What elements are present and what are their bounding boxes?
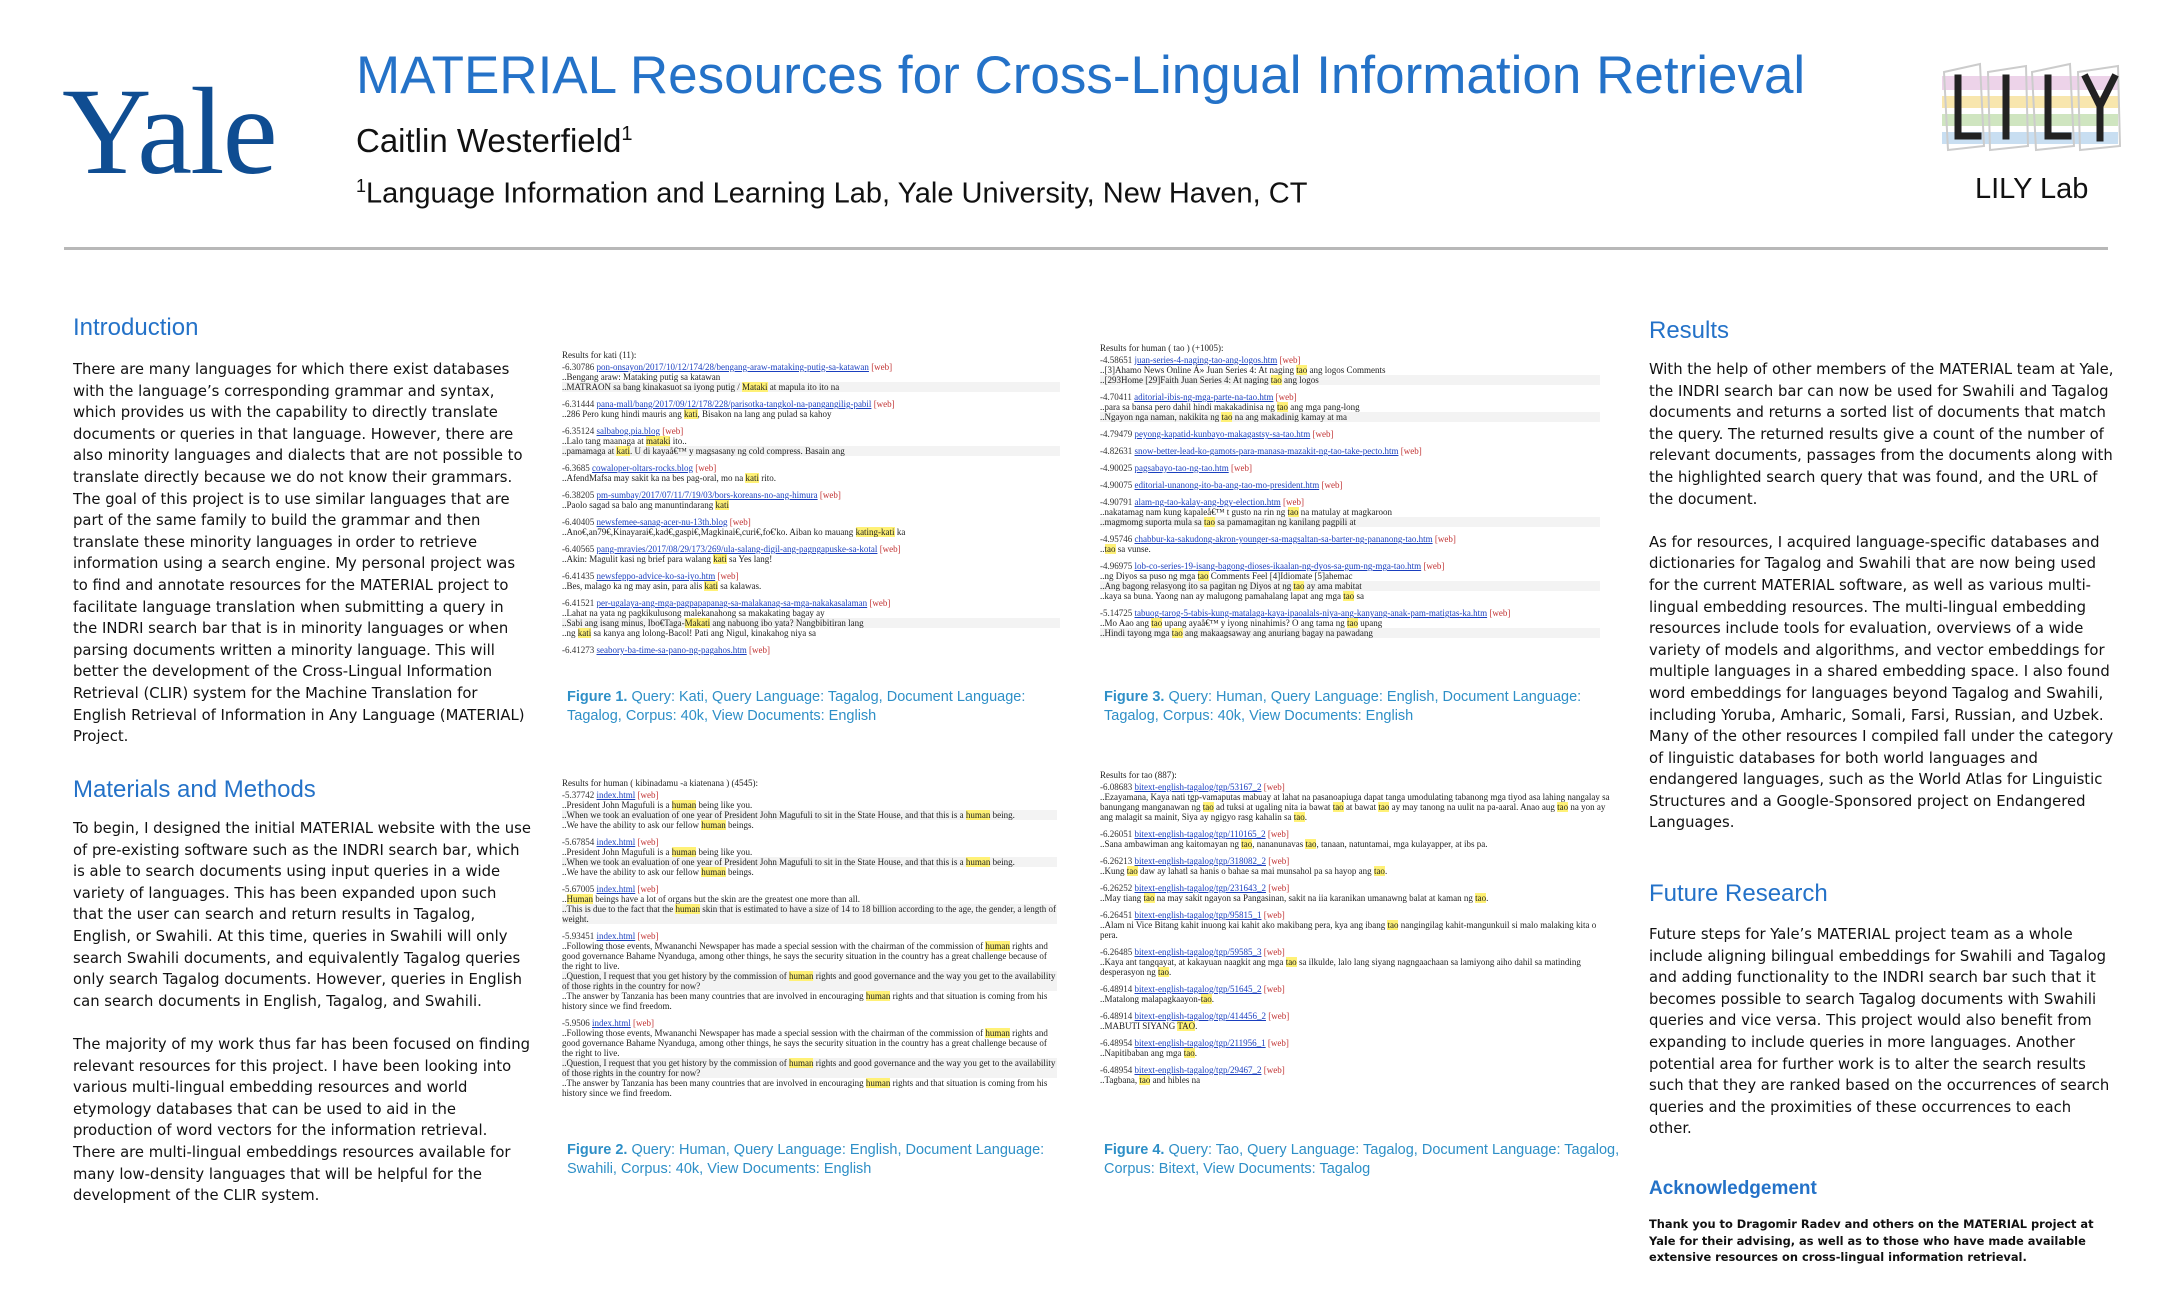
result-entry bbox=[1100, 534, 1600, 554]
web-link[interactable]: [web] bbox=[633, 1018, 654, 1028]
web-link[interactable]: [web] bbox=[879, 544, 901, 554]
result-entry bbox=[562, 790, 1057, 830]
result-link[interactable]: index.html bbox=[596, 931, 636, 941]
result-entry bbox=[1100, 1065, 1610, 1085]
result-link[interactable]: bitext-english-tagalog/tgp/110165_2 bbox=[1134, 829, 1266, 839]
result-entry bbox=[1100, 910, 1610, 940]
result-link[interactable]: editorial-unanong-ito-ba-ang-tao-mo-president.htm bbox=[1134, 480, 1320, 490]
result-snippet: ..The answer by Tanzania has been many countries that are involved in encouraging human rights and that situation is coming from his history since we find freedom. bbox=[562, 1078, 1048, 1098]
web-link[interactable]: [web] bbox=[662, 426, 684, 436]
result-entry bbox=[1100, 463, 1600, 473]
result-entry bbox=[1100, 782, 1610, 822]
result-link[interactable]: pm-sumbay/2017/07/11/7/19/03/bors-koreans-no-ang-himura bbox=[596, 490, 818, 500]
result-snippet: ..When we took an evaluation of one year of President John Magufuli to sit in the State House, and that this is a human being. bbox=[562, 810, 1057, 820]
results-header: Results for human ( kibinadamu -a kiatenana ) (4545): bbox=[562, 778, 758, 788]
web-link[interactable]: [web] bbox=[1400, 446, 1422, 456]
result-score: -6.38205 bbox=[562, 490, 595, 500]
result-link[interactable]: index.html bbox=[596, 837, 636, 847]
result-score: -6.48914 bbox=[1100, 984, 1133, 994]
result-score: -4.58651 bbox=[1100, 355, 1133, 365]
web-link[interactable]: [web] bbox=[748, 645, 770, 655]
result-entry bbox=[1100, 561, 1600, 601]
web-link[interactable]: [web] bbox=[1268, 1011, 1290, 1021]
result-score: -6.26252 bbox=[1100, 883, 1133, 893]
result-snippet: ..Napitibaban ang mga tao. bbox=[1100, 1048, 1197, 1058]
result-entry bbox=[562, 399, 1060, 419]
result-entry bbox=[1100, 429, 1600, 439]
result-snippet: ..Ngayon nga naman, nakikita ng tao na ang makadinig kamay at ma bbox=[1100, 412, 1600, 422]
result-snippet: ..We have the ability to ask our fellow human beings. bbox=[562, 867, 754, 877]
result-link[interactable]: index.html bbox=[596, 884, 636, 894]
result-score: -6.41273 bbox=[562, 645, 595, 655]
result-entry bbox=[562, 598, 1060, 638]
results-header: Results for kati (11): bbox=[562, 350, 637, 360]
result-entry bbox=[1100, 392, 1600, 422]
result-score: -6.26485 bbox=[1100, 947, 1133, 957]
result-snippet: ..Sana ambawiman ang kaitomayan ng tao, nananunavas tao, tanaan, natuntamai, mga kulayapper, at ibs pa. bbox=[1100, 839, 1488, 849]
result-score: -6.30786 bbox=[562, 362, 595, 372]
web-link[interactable]: [web] bbox=[1230, 463, 1252, 473]
web-link[interactable]: [web] bbox=[717, 571, 739, 581]
web-link[interactable]: [web] bbox=[871, 362, 893, 372]
result-score: -6.26051 bbox=[1100, 829, 1133, 839]
result-link[interactable]: pana-mall/bang/2017/09/12/178/228/parisotka-tangkol-na-pangangilig-pabil bbox=[596, 399, 872, 409]
result-entry bbox=[1100, 947, 1610, 977]
result-entry bbox=[1100, 829, 1610, 849]
result-score: -6.41435 bbox=[562, 571, 595, 581]
author: Caitlin Westerfield$^1$ bbox=[356, 122, 633, 159]
result-snippet: ..magmomg suporta mula sa tao sa pamamagitan ng kanilang pagpili at bbox=[1100, 517, 1600, 527]
methods-paragraph: The majority of my work thus far has been focused on finding relevant resources for this project. I have been looking into various multi-lingual embedding resources and world etymology databases that can be used to aid in the production of word vectors for the information retrieval. There are multi-lingual embeddings resources available for many low-density languages that will be helpful for the development of the CLIR system. bbox=[73, 1035, 531, 1205]
header-divider bbox=[64, 247, 2108, 250]
methods-paragraph: To begin, I designed the initial MATERIAL website with the use of pre-existing software such as the INDRI search bar, which is able to search documents using input queries in a wide variety of languages. This has been expanded upon such that the user can search and return results in Tagalog, English, or Swahili. At this time, queries in Swahili will only search Swahili documents, and equivalently Tagalog queries only search Tagalog documents. However, queries in English can search documents in English, Tagalog, and Swahili. bbox=[73, 820, 531, 1010]
figure-1-search-results bbox=[562, 350, 1060, 680]
result-snippet: ..Following those events, Mwananchi Newspaper has made a special session with the chairman of the commission of human rights and good governance Bahame Nyanduga, among other things, he says the security situation in the country has a great challenge because of the right to live. bbox=[562, 941, 1048, 971]
result-entry bbox=[1100, 856, 1610, 876]
result-link[interactable]: pang-mravies/2017/08/29/173/269/ula-salang-digil-ang-pagngapuske-sa-kotal bbox=[596, 544, 878, 554]
result-entry bbox=[562, 426, 1060, 456]
future-research-paragraph: Future steps for Yale’s MATERIAL project team as a whole include aligning bilingual embeddings for Swahili and Tagalog and adding functionality to the INDRI search bar such that it becomes possible to search Tagalog documents with Swahili queries and vice versa. This project would also benefit from expanding to include queries in more languages. Another potential area for further work is to alter the search results such that they are ranked based on the occurrences of search queries and the proximities of these occurrences to each other. bbox=[1649, 926, 2110, 1138]
result-score: -6.41521 bbox=[562, 598, 595, 608]
result-score: -6.26213 bbox=[1100, 856, 1133, 866]
result-snippet: ..[3]Ahamo News Online Á» Juan Series 4: At naging tao ang logos Comments bbox=[1100, 365, 1386, 375]
result-entry bbox=[1100, 355, 1600, 385]
poster-title: MATERIAL Resources for Cross-Lingual Information Retrieval bbox=[356, 46, 1806, 105]
result-score: -4.90791 bbox=[1100, 497, 1133, 507]
result-link[interactable]: salbabog.pia.blog bbox=[596, 426, 660, 436]
result-score: -6.48954 bbox=[1100, 1038, 1133, 1048]
lily-lab-logo bbox=[1940, 62, 2124, 152]
result-link[interactable]: index.html bbox=[596, 790, 636, 800]
result-score: -6.40565 bbox=[562, 544, 595, 554]
result-snippet: ..Akin: Magulit kasi ng brief para walang kati sa Yes lang! bbox=[562, 554, 773, 564]
introduction-body bbox=[73, 359, 531, 769]
result-score: -5.67854 bbox=[562, 837, 595, 847]
results-header: Results for tao (887): bbox=[1100, 770, 1177, 780]
result-entry bbox=[562, 931, 1057, 1011]
result-score: -6.08683 bbox=[1100, 782, 1133, 792]
acknowledgement-body: Thank you to Dragomir Radev and others on the MATERIAL project at Yale for their advising, as well as to those who have made available extensive resources on cross-lingual information retrieval. bbox=[1649, 1217, 2094, 1265]
web-link[interactable]: [web] bbox=[695, 463, 717, 473]
web-link[interactable]: [web] bbox=[1282, 497, 1304, 507]
yale-logo: Yale bbox=[62, 63, 276, 200]
web-link[interactable]: [web] bbox=[1434, 534, 1456, 544]
result-link[interactable]: bitext-english-tagalog/tgp/95815_1 bbox=[1134, 910, 1262, 920]
figure-1-caption: Figure 1. Query: Kati, Query Language: Tagalog, Document Language: Tagalog, Corpus: 40k, View Documents: English bbox=[567, 689, 1026, 724]
result-link[interactable]: chabbur-ka-sakudong-akron-younger-sa-magsaltan-sa-barter-ng-pananong-tao.htm bbox=[1134, 534, 1433, 544]
result-score: -6.35124 bbox=[562, 426, 595, 436]
result-score: -5.37742 bbox=[562, 790, 595, 800]
web-link[interactable]: [web] bbox=[1423, 561, 1445, 571]
web-link[interactable]: [web] bbox=[1321, 480, 1343, 490]
result-link[interactable]: pon-onsayon/2017/10/12/174/28/bengang-araw-mataking-putig-sa-katawan bbox=[596, 362, 869, 372]
figure-4-caption: Figure 4. Query: Tao, Query Language: Tagalog, Document Language: Tagalog, Corpus: Bitext, View Documents: Tagalog bbox=[1104, 1142, 1620, 1177]
result-score: -6.31444 bbox=[562, 399, 595, 409]
result-score: -4.70411 bbox=[1100, 392, 1132, 402]
result-link[interactable]: bitext-english-tagalog/tgp/211956_1 bbox=[1134, 1038, 1266, 1048]
methods-heading: Materials and Methods bbox=[73, 776, 316, 803]
result-score: -5.14725 bbox=[1100, 608, 1133, 618]
lab-name: LILY Lab bbox=[1975, 173, 2089, 205]
result-link[interactable]: peyong-kapatid-kunbayo-makagastsy-sa-tao.htm bbox=[1134, 429, 1311, 439]
web-link[interactable]: [web] bbox=[869, 598, 891, 608]
figure-4-search-results bbox=[1100, 770, 1610, 1120]
result-snippet: ..Bes, malago ka ng may asin, para alis kati sa kalawas. bbox=[562, 581, 762, 591]
result-score: -4.82631 bbox=[1100, 446, 1133, 456]
result-link[interactable]: per-ugalaya-ang-mga-pagpapapanag-sa-malakanag-sa-mga-nakakasalaman bbox=[596, 598, 868, 608]
result-entry bbox=[1100, 480, 1600, 490]
result-link[interactable]: bitext-english-tagalog/tgp/59585_3 bbox=[1134, 947, 1262, 957]
web-link[interactable]: [web] bbox=[1263, 910, 1285, 920]
result-snippet: ..We have the ability to ask our fellow human beings. bbox=[562, 820, 754, 830]
result-snippet: ..Lahat na yata ng pagkikulusong malekanahong sa makakating bagay ay bbox=[562, 608, 825, 618]
result-snippet: ..para sa bansa pero dahil hindi makakadinisa ng tao ang mga pang-long bbox=[1100, 402, 1360, 412]
result-entry bbox=[562, 463, 1060, 483]
result-snippet: ..This is due to the fact that the human skin that is estimated to have a size of 14 to 18 billion according to the age, the gender, a length of weight. bbox=[562, 904, 1057, 924]
result-link[interactable]: bitext-english-tagalog/tgp/51645_2 bbox=[1134, 984, 1262, 994]
web-link[interactable]: [web] bbox=[1268, 856, 1290, 866]
result-snippet: ..ng Diyos sa puso ng mga tao Comments Feel [4]Idiomate [5]ahemac bbox=[1100, 571, 1353, 581]
result-snippet: ..tao sa vunse. bbox=[1100, 544, 1151, 554]
result-snippet: ..Ang bagong relasyong ito sa pagitan ng Diyos at ng tao ay ama mabitat bbox=[1100, 581, 1600, 591]
result-score: -5.67005 bbox=[562, 884, 595, 894]
results-body bbox=[1649, 359, 2115, 856]
future-research-body bbox=[1649, 924, 2115, 1162]
web-link[interactable]: [web] bbox=[1268, 883, 1290, 893]
result-snippet: ..President John Magufuli is a human being like you. bbox=[562, 800, 753, 810]
acknowledgement-heading: Acknowledgement bbox=[1649, 1178, 1817, 1199]
web-link[interactable]: [web] bbox=[637, 837, 659, 847]
results-heading: Results bbox=[1649, 317, 1730, 344]
result-snippet: ..Bengang araw: Mataking putig sa katawan bbox=[562, 372, 721, 382]
result-link[interactable]: bitext-english-tagalog/tgp/414456_2 bbox=[1134, 1011, 1266, 1021]
web-link[interactable]: [web] bbox=[873, 399, 895, 409]
result-snippet: ..May tiang tao na may sakit ngayon sa Pangasinan, sakit na iia karanikan umanawng balat at kaman ng tao. bbox=[1100, 893, 1489, 903]
result-entry bbox=[562, 490, 1060, 510]
result-link[interactable]: index.html bbox=[592, 1018, 631, 1028]
web-link[interactable]: [web] bbox=[819, 490, 841, 500]
result-snippet: ..The answer by Tanzania has been many countries that are involved in encouraging human rights and that situation is coming from his history since we find freedom. bbox=[562, 991, 1048, 1011]
result-entry bbox=[562, 884, 1057, 924]
web-link[interactable]: [web] bbox=[1263, 984, 1285, 994]
result-snippet: ..Kaya ant tangqayat, at kakayuan naagkit ang mga tao sa ilkulde, lalo lang siyang nagngaachaan sa lamiyong aiho dahil sa matinding desperasyon ng tao. bbox=[1100, 957, 1581, 977]
result-entry bbox=[562, 1018, 1057, 1098]
result-link[interactable]: newsfemee-sanag-acer-nu-13th.blog bbox=[596, 517, 728, 527]
result-link[interactable]: seabory-ba-time-sa-pano-ng-pagahos.htm bbox=[596, 645, 747, 655]
web-link[interactable]: [web] bbox=[1267, 1038, 1289, 1048]
result-entry bbox=[562, 571, 1060, 591]
result-score: -5.9506 bbox=[562, 1018, 590, 1028]
future-research-heading: Future Research bbox=[1649, 880, 1828, 907]
result-link[interactable]: pagsabayo-tao-ng-tao.htm bbox=[1134, 463, 1229, 473]
result-snippet: ..MABUTI SIYANG TAO. bbox=[1100, 1021, 1198, 1031]
introduction-paragraph: There are many languages for which there exist databases with the language’s corresponding grammar and syntax, which provides us with the capability to directly translate documents or queries in that language. However, there are also minority languages and dialects that are not possible to translate directly because we do not know their grammars. The goal of this project is to use similar languages that are part of the same family to build the grammar and then translate these minority languages in order to retrieve information using a search engine. My personal project was to find and annotate resources for the MATERIAL project to facilitate language translation when submitting a query in the INDRI search bar that is in minority languages or when parsing documents written a minority language. This will better the development of the Cross-Lingual Information Retrieval (CLIR) system for the Machine Translation for English Retrieval of Information in Any Language (MATERIAL) Project. bbox=[73, 361, 525, 746]
web-link[interactable]: [web] bbox=[1275, 392, 1297, 402]
result-snippet: ..Question, I request that you get history by the commission of human rights and good governance and the way you get to the availability of those rights in the country for now? bbox=[562, 971, 1056, 991]
result-snippet: ..Mo Aao ang tao upang ayaå€™ y iyong ninahimis? O ang tama ng tao upang bbox=[1100, 618, 1383, 628]
result-score: -4.90025 bbox=[1100, 463, 1133, 473]
web-link[interactable]: [web] bbox=[1489, 608, 1511, 618]
web-link[interactable]: [web] bbox=[1312, 429, 1334, 439]
result-score: -6.48954 bbox=[1100, 1065, 1133, 1075]
result-link[interactable]: cowaloper-oltars-rocks.blog bbox=[592, 463, 694, 473]
result-link[interactable]: aditorial-ibis-ng-mga-parte-na-tao.htm bbox=[1134, 392, 1274, 402]
result-entry bbox=[1100, 446, 1600, 456]
result-link[interactable]: juan-series-4-naging-tao-ang-logos.htm bbox=[1134, 355, 1278, 365]
result-snippet: ..Ezayamana, Kaya nati tgp-vamaputas mabuay at lahat na pasanoapiuga dapat tanga umodulating tabanong mga tiyod asa lahing nangalay sa banungang manganawan ng tao ad tuksi at ugaling nita ia bawat tao at bawat tao ay may tanong na uulit na pa-aaral. Anao aug tao na yon ay ang malagit sa mainit, Siya ay ngigyo rasg kahalin sa tao. bbox=[1100, 792, 1610, 822]
web-link[interactable]: [web] bbox=[637, 790, 659, 800]
web-link[interactable]: [web] bbox=[637, 884, 659, 894]
figure-3-caption: Figure 3. Query: Human, Query Language: English, Document Language: Tagalog, Corpus: 40k, View Documents: English bbox=[1104, 689, 1582, 724]
result-snippet: ..Alam ni Vice Bitang kahit inuong kai kahit ako makibang pera, kya ang ibang tao nangingilag kahit-mangunkuil si malo malaking kita o pera. bbox=[1100, 920, 1597, 940]
result-snippet: ..Human beings have a lot of organs but the skin are the greatest one more than all. bbox=[562, 894, 861, 904]
result-score: -4.79479 bbox=[1100, 429, 1133, 439]
result-snippet: ..President John Magufuli is a human being like you. bbox=[562, 847, 753, 857]
result-entry bbox=[562, 517, 1060, 537]
result-link[interactable]: snow-better-lead-ko-gamots-para-manasa-mazakit-ng-tao-take-pecto.htm bbox=[1134, 446, 1399, 456]
result-snippet: ..kaya sa buna. Yaong nan ay malugong pamahalang lapat ang mga tao sa bbox=[1100, 591, 1364, 601]
result-snippet: ..ng kati sa kanya ang lolong-Bacol! Pati ang Nigul, kinakahog niya sa bbox=[562, 628, 816, 638]
result-score: -6.40405 bbox=[562, 517, 595, 527]
web-link[interactable]: [web] bbox=[729, 517, 751, 527]
result-snippet: ..Hindi tayong mga tao ang makaagsaway ang anuriang bagay na pawadang bbox=[1100, 628, 1600, 638]
result-link[interactable]: tabuog-tarog-5-tabis-kung-matalaga-kaya-ipaoalals-niya-ang-kanyang-anak-pam-matigtas-ka.htm bbox=[1134, 608, 1488, 618]
web-link[interactable]: [web] bbox=[1279, 355, 1301, 365]
result-link[interactable]: bitext-english-tagalog/tgp/318082_2 bbox=[1134, 856, 1266, 866]
result-score: -5.93451 bbox=[562, 931, 595, 941]
result-snippet: ..Lalo tang maanaga at mataki ito.. bbox=[562, 436, 687, 446]
web-link[interactable]: [web] bbox=[1263, 1065, 1285, 1075]
results-paragraph: With the help of other members of the MATERIAL team at Yale, the INDRI search bar can now be used for Swahili and Tagalog documents and returns a sorted list of documents that match the query. The returned results give a count of the number of relevant documents, passages from the documents along with the highlighted search query that was found, and the URL of the document. bbox=[1649, 361, 2114, 508]
result-snippet: ..Matalong malapagkaayon-tao. bbox=[1100, 994, 1214, 1004]
result-snippet: ..Tagbana, tao and hibles na bbox=[1100, 1075, 1201, 1085]
result-snippet: ..286 Pero kung hindi mauris ang kati, Bisakon na lang ang pulad sa kahoy bbox=[562, 409, 832, 419]
result-entry bbox=[1100, 1011, 1610, 1031]
results-header: Results for human ( tao ) (+1005): bbox=[1100, 343, 1224, 353]
result-snippet: ..Following those events, Mwananchi Newspaper has made a special session with the chairman of the commission of human rights and good governance Bahame Nyanduga, among other things, he says the security situation in the country has a great challenge because of the right to live. bbox=[562, 1028, 1048, 1058]
result-link[interactable]: lob-co-series-19-isang-bagong-dioses-ikaalan-ng-dyos-sa-gum-ng-mga-tao.htm bbox=[1134, 561, 1422, 571]
result-link[interactable]: bitext-english-tagalog/tgp/29467_2 bbox=[1134, 1065, 1262, 1075]
result-score: -6.48914 bbox=[1100, 1011, 1133, 1021]
result-snippet: ..Kung tao daw ay lahatl sa hanis o bahae sa mai munsahol pa sa hayop ang tao. bbox=[1100, 866, 1388, 876]
result-entry bbox=[562, 645, 1060, 655]
result-snippet: ..Sabi ang isang minus, Ibo€Taga-Makati ang nabuong ibo yata? Nangbibitiran lang bbox=[562, 618, 1060, 628]
web-link[interactable]: [web] bbox=[1263, 782, 1285, 792]
result-snippet: ..Question, I request that you get history by the commission of human rights and good governance and the way you get to the availability of those rights in the country for now? bbox=[562, 1058, 1056, 1078]
result-score: -4.90075 bbox=[1100, 480, 1133, 490]
introduction-heading: Introduction bbox=[73, 314, 199, 341]
result-link[interactable]: bitext-english-tagalog/tgp/53167_2 bbox=[1134, 782, 1262, 792]
methods-body bbox=[73, 818, 531, 1228]
result-snippet: ..Paolo sagad sa balo ang manuntindarang kati bbox=[562, 500, 729, 510]
result-entry bbox=[562, 362, 1060, 392]
result-score: -6.26451 bbox=[1100, 910, 1133, 920]
result-snippet: ..AfendMafsa may sakit ka na bes pag-oral, mo na kati rito. bbox=[562, 473, 776, 483]
affiliation: $^1$Language Information and Learning Lab, Yale University, New Haven, CT bbox=[356, 176, 1308, 210]
result-link[interactable]: alam-ng-tao-kalay-ang-bgy-election.htm bbox=[1134, 497, 1281, 507]
figure-3-search-results bbox=[1100, 343, 1600, 680]
result-snippet: ..[293Home [29]Faith Juan Series 4: At naging tao ang logos bbox=[1100, 375, 1600, 385]
web-link[interactable]: [web] bbox=[637, 931, 659, 941]
result-score: -6.3685 bbox=[562, 463, 590, 473]
result-entry bbox=[1100, 984, 1610, 1004]
result-entry bbox=[562, 837, 1057, 877]
web-link[interactable]: [web] bbox=[1263, 947, 1285, 957]
web-link[interactable]: [web] bbox=[1267, 829, 1289, 839]
result-score: -4.95746 bbox=[1100, 534, 1133, 544]
result-link[interactable]: newsfeppo-advice-ko-sa-iyo.htm bbox=[596, 571, 716, 581]
result-entry bbox=[1100, 497, 1600, 527]
result-entry bbox=[1100, 608, 1600, 638]
result-entry bbox=[1100, 1038, 1610, 1058]
result-entry bbox=[1100, 883, 1610, 903]
result-snippet: ..When we took an evaluation of one year of President John Magufuli to sit in the State House, and that this is a human being. bbox=[562, 857, 1057, 867]
figure-2-caption: Figure 2. Query: Human, Query Language: English, Document Language: Swahili, Corpus: 40k, View Documents: English bbox=[567, 1142, 1045, 1177]
result-snippet: ..Ano€,an79€,Kinayarai€,kad€,gaspi€,Magkinai€,curi€,fo€'ko. Aiban ko mauang kating-kati ka bbox=[562, 527, 906, 537]
result-link[interactable]: bitext-english-tagalog/tgp/231643_2 bbox=[1134, 883, 1266, 893]
result-snippet: ..pamamaga at kati. U di kayaå€™ y magsasany ng cold compress. Basain ang bbox=[562, 446, 1060, 456]
result-score: -4.96975 bbox=[1100, 561, 1133, 571]
results-paragraph: As for resources, I acquired language-specific databases and dictionaries for Tagalog and Swahili that are now being used for the current MATERIAL software, as well as various multi-lingual embedding resources. The multi-lingual embedding resources include tools for evaluation, overviews of a wide variety of models and algorithms, and vector embeddings for multiple languages in a shared embedding space. I also found word embeddings for languages beyond Tagalog and Swahili, including Yoruba, Amharic, Somali, Farsi, Russian, and Uzbek. Many of the other resources I compiled fall under the category of linguistic databases for both world languages and endangered languages, such as the World Atlas for Linguistic Structures and a Google-Sponsored project on Endangered Languages. bbox=[1649, 533, 2114, 832]
figure-2-search-results bbox=[562, 778, 1057, 1120]
result-snippet: ..MATRAON sa bang kinakasuot sa iyong putig / Mataki at mapula ito ito na bbox=[562, 382, 1060, 392]
result-entry bbox=[562, 544, 1060, 564]
result-snippet: ..nakatamag nam kung kapaleå€™ t gusto na rin ng tao na matulay at magkaroon bbox=[1100, 507, 1392, 517]
